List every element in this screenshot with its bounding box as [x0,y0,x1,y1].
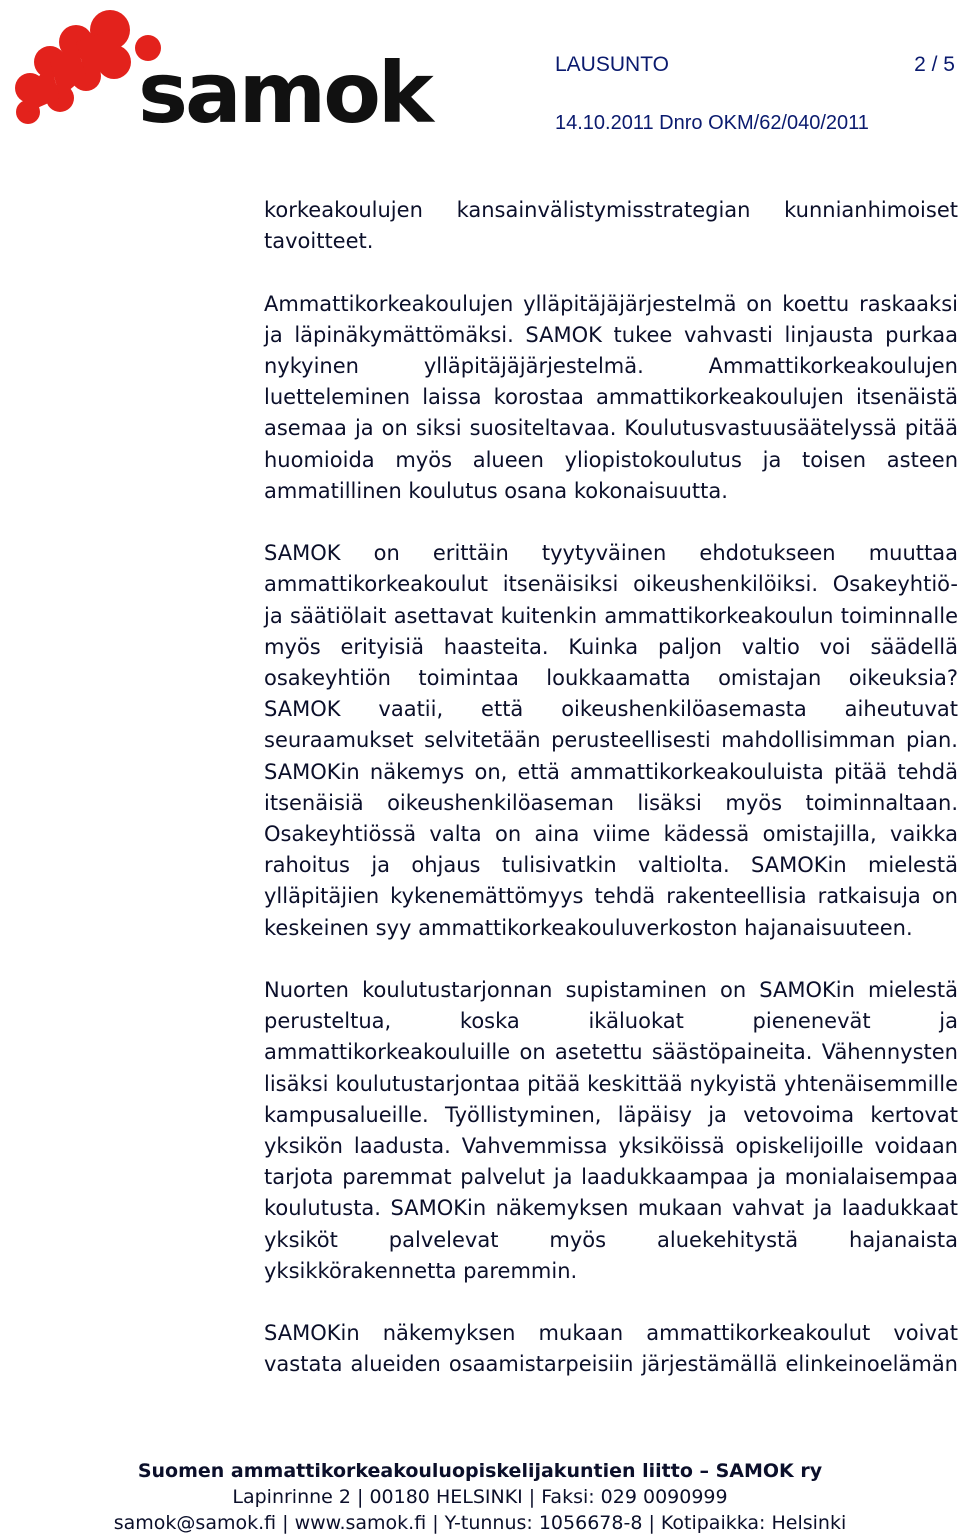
header-row [555,52,955,78]
page-number: 2 / 5 [914,53,955,76]
paragraph: SAMOK on erittäin tyytyväinen ehdotukseen muuttaa ammattikorkeakoulut itsenäisiksi oikeushenkilöiksi. Osakeyhtiö- ja säätiölait asettavat kuitenkin ammattikorkeakoulun toiminnalle myös erityisiä haasteita. Kuinka paljon valtio voi säädellä osakeyhtiön toimintaa loukkaamatta omistajan oikeuksia? SAMOK vaatii, että oikeushenkilöasemasta aiheutuvat seuraamukset selvitetään perusteellisesti mahdollisimman pian. SAMOKin näkemys on, että ammattikorkeakouluista pitää tehdä itsenäisiä oikeushenkilöaseman lisäksi myös toiminnaltaan. Osakeyhtiössä valta on aina viime kädessä omistajilla, vaikka rahoitus ja ohjaus tulisivatkin valtiolta. SAMOKin mielestä ylläpitäjien kykenemättömyys tehdä rakenteellisia ratkaisuja on keskeinen syy ammattikorkeakouluverkoston hajanaisuuteen. [264,541,958,940]
samok-logo [6,4,436,132]
paragraph: Nuorten koulutustarjonnan supistaminen on SAMOKin mielestä perusteltua, koska ikäluokat pienenevät ja ammattikorkeakouluille on asetettu säästöpaineita. Vähennysten lisäksi koulutustarjontaa pitää keskittää nykyistä yhtenäisemmille kampusalueille. Työllistyminen, läpäisy ja vetovoima kertovat yksikön laadusta. Vahvemmissa yksiköissä opiskelijoille voidaan tarjota paremmat palvelut ja laadukkaampaa ja monialaisempaa koulutusta. SAMOKin näkemyksen mukaan vahvat ja laadukkaat yksiköt palvelevat myös aluekehitystä hajanaista yksikkörakennetta paremmin. [264,978,958,1283]
footer-organization: Suomen ammattikorkeakouluopiskelijakuntien liitto – SAMOK ry [137,1460,823,1482]
footer-address: Lapinrinne 2 | 00180 HELSINKI | Faksi: 029 0090999 [232,1486,728,1508]
document-reference: 14.10.2011 Dnro OKM/62/040/2011 [555,112,869,134]
footer-contact: samok@samok.fi | www.samok.fi | Y-tunnus: 1056678-8 | Kotipaikka: Helsinki [113,1512,847,1534]
logo-wordmark: samok [138,44,431,132]
document-body [264,195,958,1381]
page-footer [0,1458,960,1536]
paragraph: SAMOKin näkemyksen mukaan ammattikorkeakoulut voivat vastata alueiden osaamistarpeisiin järjestämällä elinkeinoelämän [264,1321,958,1377]
document-type: LAUSUNTO [555,53,669,76]
paragraph: Ammattikorkeakoulujen ylläpitäjäjärjestelmä on koettu raskaaksi ja läpinäkymättömäksi. SAMOK tukee vahvasti linjausta purkaa nykyinen ylläpitäjäjärjestelmä. Ammattikorkeakoulujen luetteleminen laissa korostaa ammattikorkeakoulujen itsenäistä asemaa ja on siksi suositeltavaa. Koulutusvastuusäätelyssä pitää huomioida myös alueen yliopistokoulutus ja toisen asteen ammatillinen koulutus osana kokonaisuutta. [264,291,958,503]
paragraph: korkeakoulujen kansainvälistymisstrategian kunnianhimoiset tavoitteet. [264,198,958,254]
header-meta [555,52,955,136]
